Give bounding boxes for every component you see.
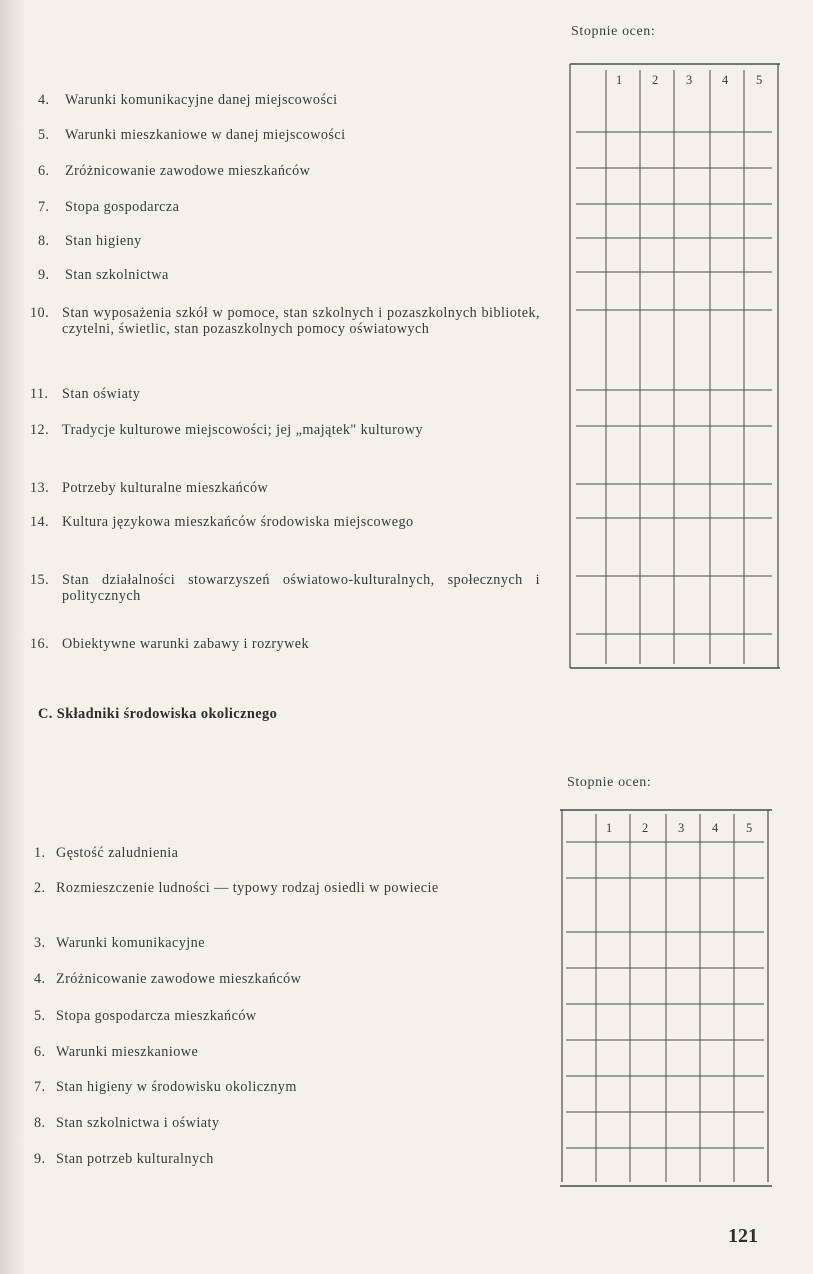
- item-number: 14.: [30, 514, 50, 530]
- grade-number: 1: [606, 821, 613, 835]
- item-text: Obiektywne warunki zabawy i rozrywek: [62, 636, 310, 652]
- item-number: 13.: [30, 480, 50, 496]
- page-number: 121: [728, 1225, 758, 1247]
- page-gutter-shadow: [0, 0, 26, 1274]
- item-number: 2.: [34, 880, 46, 896]
- item-number: 1.: [34, 845, 46, 861]
- grade-number: 3: [686, 73, 693, 87]
- item-number: 12.: [30, 422, 50, 438]
- rating-grid-c: [560, 806, 775, 1191]
- item-number: 5.: [38, 127, 50, 143]
- item-number: 7.: [34, 1079, 46, 1095]
- item-text: Stan szkolnictwa: [65, 267, 169, 283]
- item-text: Warunki mieszkaniowe: [56, 1044, 199, 1060]
- grade-number: 4: [722, 73, 729, 87]
- section-title: C. Składniki środowiska okolicznego: [38, 706, 278, 722]
- item-number: 4.: [34, 971, 46, 987]
- item-text: Warunki komunikacyjne danej miejscowości: [65, 92, 338, 108]
- item-text: Warunki mieszkaniowe w danej miejscowości: [65, 127, 346, 143]
- item-text: Warunki komunikacyjne: [56, 935, 205, 951]
- item-text: Zróżnicowanie zawodowe mieszkańców: [56, 971, 302, 987]
- item-number: 9.: [38, 267, 50, 283]
- item-text: Stan wyposażenia szkół w pomoce, stan szkolnych i pozaszkolnych bibliotek, czytelni, świetlic, stan pozaszkolnych pomocy oświatowych: [62, 305, 540, 337]
- item-text: Stan szkolnictwa i oświaty: [56, 1115, 220, 1131]
- item-text: Stan działalności stowarzyszeń oświatowo-kulturalnych, społecznych i politycznych: [62, 572, 540, 604]
- item-number: 16.: [30, 636, 50, 652]
- item-number: 4.: [38, 92, 50, 108]
- item-text: Zróżnicowanie zawodowe mieszkańców: [65, 163, 311, 179]
- item-number: 15.: [30, 572, 50, 588]
- item-text: Stan potrzeb kulturalnych: [56, 1151, 214, 1167]
- item-text: Gęstość zaludnienia: [56, 845, 179, 861]
- item-text: Tradycje kulturowe miejscowości; jej „majątek" kulturowy: [62, 422, 424, 438]
- grade-number: 5: [746, 821, 753, 835]
- item-text: Rozmieszczenie ludności — typowy rodzaj osiedli w powiecie: [56, 880, 439, 896]
- grade-number: 5: [756, 73, 763, 87]
- item-text: Stan oświaty: [62, 386, 141, 402]
- rating-grid-b: [570, 60, 785, 675]
- item-text: Stopa gospodarcza mieszkańców: [56, 1008, 257, 1024]
- grade-number: 4: [712, 821, 719, 835]
- item-text: Stan higieny w środowisku okolicznym: [56, 1079, 297, 1095]
- item-text: Stopa gospodarcza: [65, 199, 180, 215]
- item-number: 10.: [30, 305, 50, 321]
- grade-number: 2: [652, 73, 659, 87]
- item-number: 5.: [34, 1008, 46, 1024]
- item-text: Kultura językowa mieszkańców środowiska miejscowego: [62, 514, 414, 530]
- item-number: 8.: [38, 233, 50, 249]
- item-number: 8.: [34, 1115, 46, 1131]
- grade-number: 2: [642, 821, 649, 835]
- item-number: 6.: [38, 163, 50, 179]
- item-number: 9.: [34, 1151, 46, 1167]
- grades-header-b: Stopnie ocen:: [571, 24, 656, 39]
- grade-number: 3: [678, 821, 685, 835]
- item-text: Potrzeby kulturalne mieszkańców: [62, 480, 269, 496]
- grade-number: 1: [616, 73, 623, 87]
- grades-header-c: Stopnie ocen:: [567, 775, 652, 790]
- item-number: 7.: [38, 199, 50, 215]
- item-number: 11.: [30, 386, 49, 402]
- item-number: 6.: [34, 1044, 46, 1060]
- item-text: Stan higieny: [65, 233, 142, 249]
- item-number: 3.: [34, 935, 46, 951]
